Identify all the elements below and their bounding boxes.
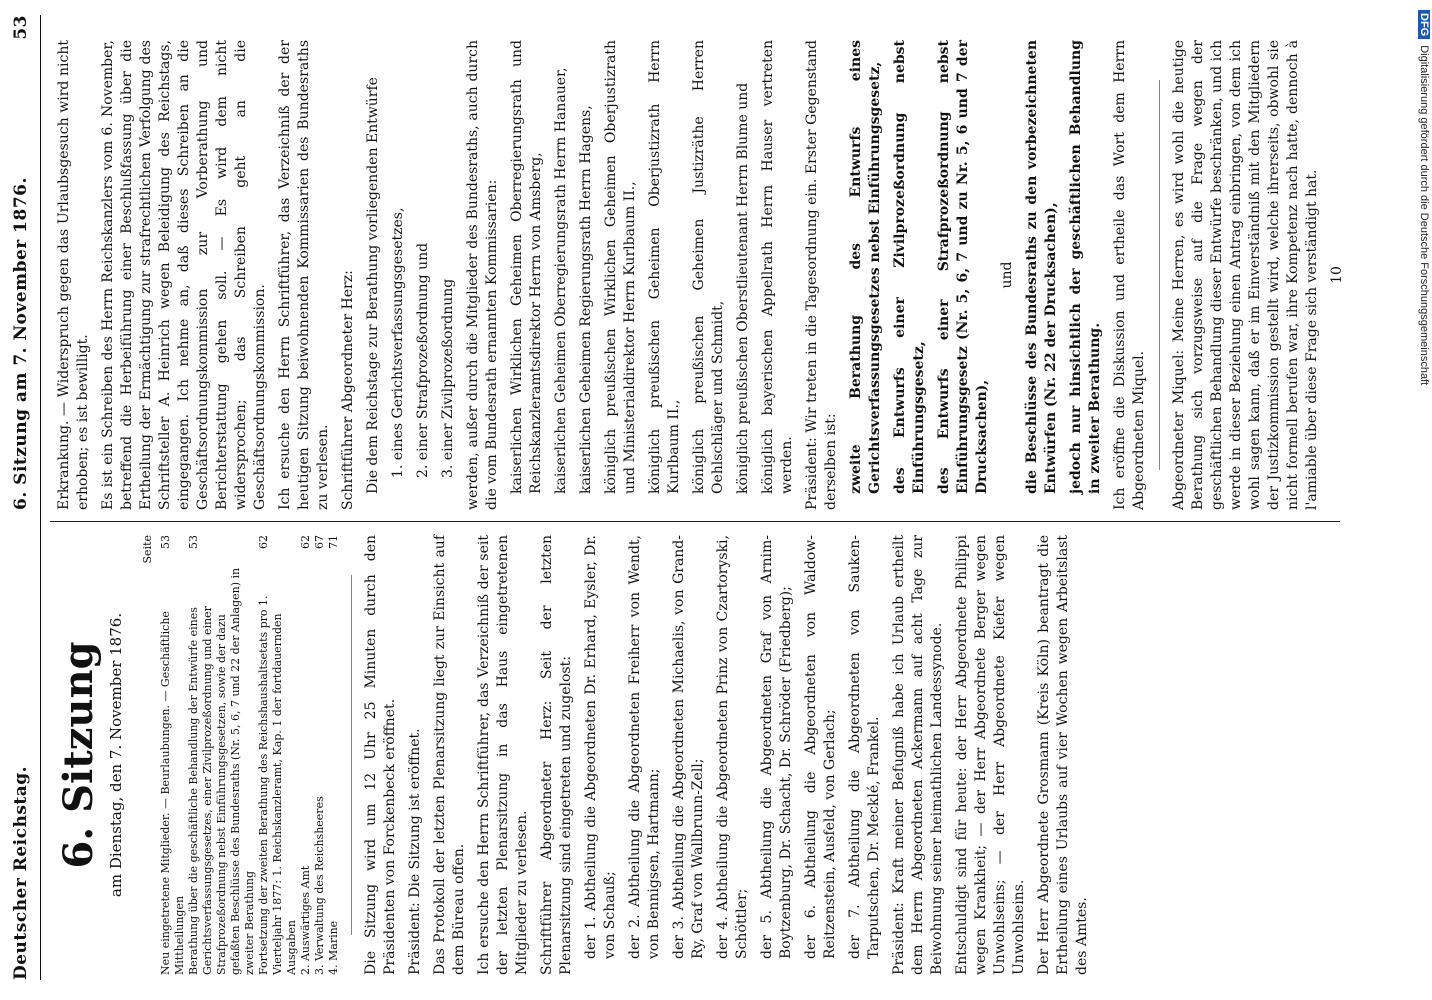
list-item: 1. eines Gerichtsverfassungsgesetzes, bbox=[390, 207, 406, 478]
list-item: 2. einer Strafprozeßordnung und bbox=[415, 242, 431, 478]
toc-item: Berathung über die geschäftliche Behandlung der Entwürfe eines Gerichtsverfassungsgesetzes, einer Zivilprozeßordnung und einer Strafprozeßordnung nebst Einführungsgesetzen, sowie der dazu gefaßten Beschlüsse des Bundesraths (Nr. 5, 6, 7 und 22 der Anlagen) in zweiter Berathung 53 bbox=[187, 535, 256, 975]
toc-item: 3. Verwaltung des Reichsheeres 67 bbox=[313, 535, 326, 975]
list-item: königlich bayerischen Appellrath Herrn Hauser vertreten werden. bbox=[760, 40, 795, 494]
session-date: am Dienstag, den 7. November 1876. bbox=[107, 612, 125, 898]
paragraph: der 4. Abtheilung die Abgeordneten Prinz von Czartoryski, Schöttler; bbox=[715, 535, 750, 959]
list-item: kaiserlichen Geheimen Regierungsrath Herrn Hagens, bbox=[578, 105, 594, 494]
toc-item: Fortsetzung der zweiten Berathung des Reichshaushaltsetats pro 1. Vierteljahr 1877: 1. Reichskanzleramt, Kap. 1 der fortdauernden Ausgaben 62 bbox=[257, 535, 298, 975]
header-rule bbox=[40, 15, 41, 980]
agenda-connector: und bbox=[999, 261, 1015, 289]
paragraph: Der Herr Abgeordnete Grosmann (Kreis Köln) beantragt die Ertheilung eines Urlaubs auf vier Wochen wegen Arbeitslast des Amtes. bbox=[1036, 535, 1090, 975]
paragraph: der 1. Abtheilung die Abgeordneten Dr. Erhard, Eysler, Dr. von Schauß; bbox=[583, 535, 618, 959]
paragraph: werden, außer durch die Mitglieder des Bundesraths, auch durch die vom Bundesrath ernannten Kommissarien: bbox=[465, 40, 500, 510]
list-item: 3. einer Zivilprozeßordnung bbox=[440, 278, 456, 478]
paragraph: der 2. Abtheilung die Abgeordneten Freiherr von Wendt, von Bennigsen, Hartmann; bbox=[627, 535, 662, 959]
section-separator bbox=[1159, 80, 1160, 470]
paragraph: Ich eröffne die Diskussion und ertheile das Wort dem Herrn Abgeordneten Miquel. bbox=[1112, 40, 1147, 510]
list-item: königlich preußischen Wirklichen Geheimen Oberjustizrath und Ministerialdirektor Herrn Kurlbaum II., bbox=[603, 40, 638, 494]
paragraph: Schriftführer Abgeordneter Herz: bbox=[340, 270, 356, 510]
funding-credit bbox=[1412, 10, 1430, 990]
agenda-item: des Entwurfs einer Strafprozeßordnung nebst Einführungsgesetz (Nr. 5, 6, 7 und zu Nr. 5, 6 und 7 der Drucksachen), bbox=[936, 40, 990, 494]
toc-item: Neu eingetretene Mitglieder. — Beurlaubungen. — Geschäftliche Mittheilungen 53 bbox=[159, 535, 186, 975]
paragraph: der 3. Abtheilung die Abgeordneten Michaelis, von Grand-Ry, Graf von Wallbrunn-Zell; bbox=[671, 535, 706, 959]
paragraph: Entschuldigt sind für heute: der Herr Abgeordnete Philippi wegen Krankheit; — der Herr Abgeordnete Berger wegen Unwohlseins; — der Herr Abgeordnete Kiefer wegen Unwohlseins. bbox=[954, 535, 1027, 975]
agenda-item: die Beschlüsse des Bundesraths zu den vorbezeichneten Entwürfen (Nr. 22 der Drucksachen), bbox=[1024, 40, 1059, 494]
agenda-item: jedoch nur hinsichtlich der geschäftlichen Behandlung in zweiter Berathung. bbox=[1068, 40, 1103, 494]
header-left: Deutscher Reichstag. bbox=[11, 765, 31, 980]
paragraph: der 6. Abtheilung die Abgeordneten von Waldow-Reitzenstein, Ausfeld, von Gerlach; bbox=[803, 535, 838, 959]
paragraph: Präsident: Die Sitzung ist eröffnet. bbox=[407, 728, 423, 975]
section-separator bbox=[351, 575, 352, 935]
agenda-item: zweite Berathung des Entwurfs eines Gerichtsverfassungsgesetzes nebst Einführungsgesetz, bbox=[848, 40, 883, 494]
table-of-contents bbox=[159, 535, 341, 975]
paragraph: der 7. Abtheilung die Abgeordneten von Sauken-Tarputschen, Dr. Mecklé, Frankel. bbox=[847, 535, 882, 959]
list-item: königlich preußischen Geheimen Justizräthe Herren Oehlschläger und Schmidt, bbox=[691, 40, 726, 494]
paragraph: Die dem Reichstage zur Berathung vorliegenden Entwürfe bbox=[365, 77, 381, 494]
right-column bbox=[55, 40, 1347, 510]
list-item: königlich preußischen Oberstlieutenant Herrn Blume und bbox=[735, 82, 751, 494]
funding-credit-text: Digitalisierung gefördert durch die Deutsche Forschungsgemeinschaft bbox=[1418, 45, 1430, 386]
paragraph: Präsident: Kraft meiner Befugniß habe ich Urlaub ertheilt dem Herrn Abgeordneten Ackermann auf acht Tage zur Beiwohnung seiner heimathlichen Landessynode. bbox=[891, 535, 945, 975]
paragraph: Die Sitzung wird um 12 Uhr 25 Minuten durch den Präsidenten von Forckenbeck eröffnet. bbox=[363, 535, 398, 975]
column-divider bbox=[50, 521, 1340, 522]
toc-item: 4. Marine 71 bbox=[327, 535, 340, 975]
toc-item: 2. Auswärtiges Amt 62 bbox=[299, 535, 312, 975]
paragraph: Das Protokoll der letzten Plenarsitzung liegt zur Einsicht auf dem Büreau offen. bbox=[432, 535, 467, 975]
paragraph: Ich ersuche den Herrn Schriftführer, das Verzeichniß der der heutigen Sitzung beiwohnenden Kommissarien des Bundesraths zu verlesen. bbox=[277, 40, 331, 510]
left-column bbox=[55, 535, 1098, 975]
paragraph: Es ist ein Schreiben des Herrn Reichskanzlers vom 6. November, betreffend die Herbeiführung einer Beschlußfassung über die Ertheilung der Ermächtigung zur strafrechtlichen Verfolgung des Schriftsteller A. Heinrich wegen Beleidigung des Reichstags, eingegangen. Ich nehme an, daß dieses Schreiben an die Geschäftsordnungskommission zur Vorberathung und Berichterstattung gehen soll. — Es wird dem nicht widersprochen; das Schreiben geht an die Geschäftsordnungskommission. bbox=[100, 40, 268, 510]
paragraph: Schriftführer Abgeordneter Herz: Seit der letzten Plenarsitzung sind eingetreten und zugelost: bbox=[539, 535, 574, 975]
paragraph: Erkrankung. — Widerspruch gegen das Urlaubsgesuch wird nicht erhoben; es ist bewilligt. bbox=[56, 40, 91, 510]
list-item: königlich preußischen Geheimen Oberjustizrath Herrn Kurlbaum II., bbox=[647, 40, 682, 494]
paragraph: Abgeordneter Miquel: Meine Herren, es wird wohl die heutige Berathung sich vorzugsweise auf die Frage wegen der geschäftlichen Behandlung dieser Entwürfe beschränken, und ich werde in dieser Beziehung einen Antrag einbringen, von dem ich wohl sagen kann, daß er im Einverständniß mit den Mitgliedern der Justizkommission gestellt wird, welche ihrerseits, obwohl sie nicht formell berufen war, ihre Kompetenz nach hatte, dennoch à l'amiable über diese Frage sich verständigt hat. bbox=[1171, 40, 1320, 510]
toc-page-label: Seite bbox=[141, 535, 154, 564]
paragraph: Präsident: Wir treten in die Tagesordnung ein. Erster Gegenstand derselben ist: bbox=[804, 40, 839, 510]
paragraph: Ich ersuche den Herrn Schriftführer, das Verzeichniß der seit der letzten Plenarsitzung in das Haus eingetretenen Mitglieder zu verlesen. bbox=[476, 535, 530, 975]
list-item: kaiserlichen Wirklichen Geheimen Oberregierungsrath und Reichskanzleramtsdirektor Herrn von Amsberg, bbox=[509, 40, 544, 494]
header-center: 6. Sitzung am 7. November 1876. bbox=[11, 177, 31, 510]
paragraph: der 5. Abtheilung die Abgeordneten Graf von Arnim-Boytzenburg, Dr. Schacht, Dr. Schröder (Friedberg); bbox=[759, 535, 794, 959]
session-title: 6. Sitzung bbox=[55, 641, 102, 869]
agenda-item: des Entwurfs einer Zivilprozeßordnung nebst Einführungsgesetz, bbox=[892, 40, 927, 494]
page-number: 53 bbox=[11, 15, 31, 40]
list-item: kaiserlichen Geheimen Oberregierungsrath Herrn Hanauer, bbox=[553, 67, 569, 494]
page-header bbox=[8, 15, 38, 980]
footer-number: 10 bbox=[1329, 266, 1345, 284]
dfg-logo: DFG bbox=[1418, 10, 1430, 39]
